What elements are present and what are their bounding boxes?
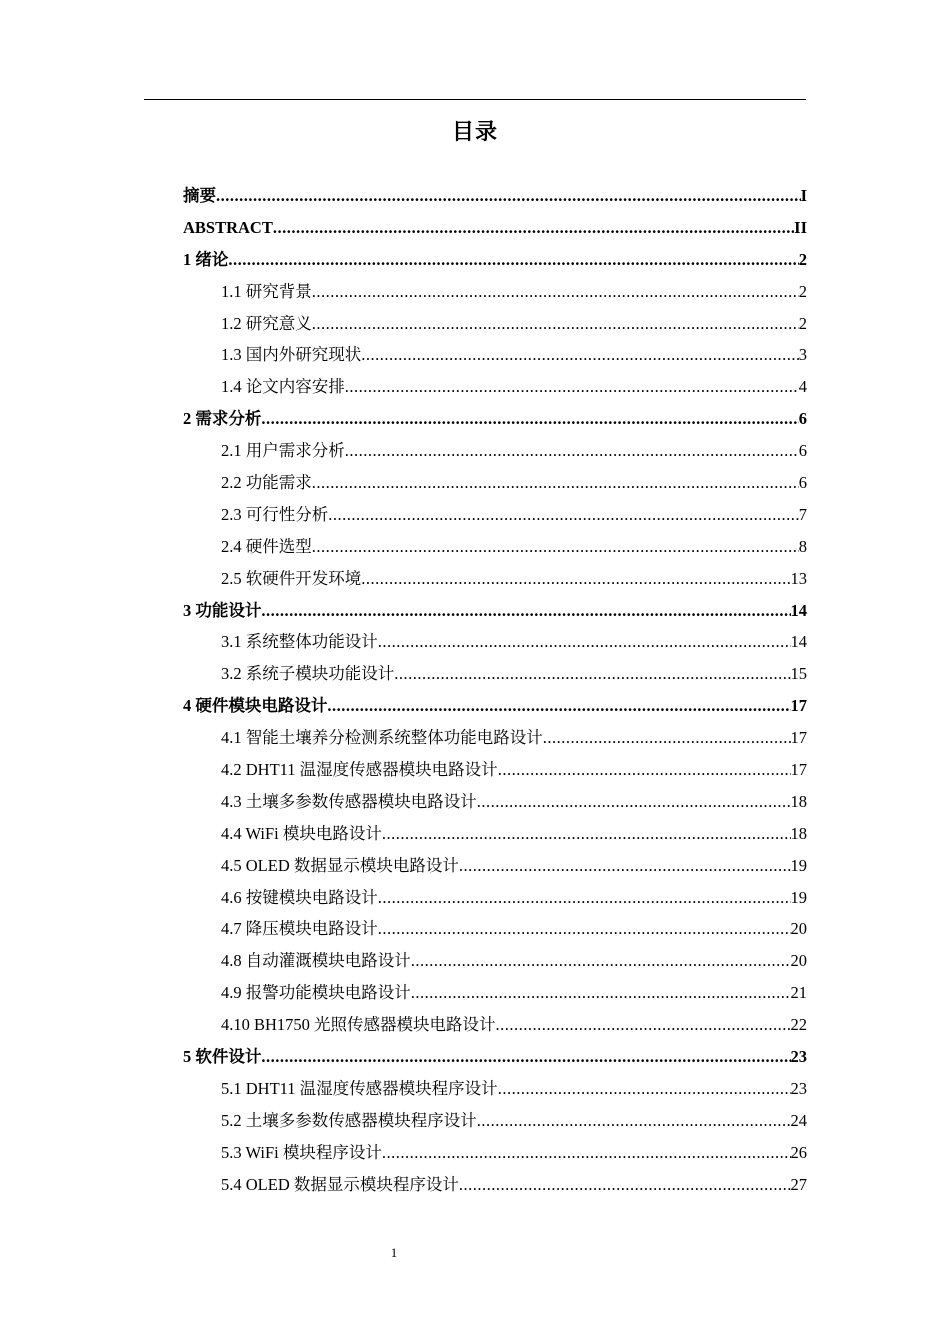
toc-entry-page: 13 [790,568,807,588]
toc-entry[interactable] [183,339,807,371]
toc-entry[interactable] [183,371,807,403]
toc-entry[interactable] [183,467,807,499]
toc-dot-leader [273,212,794,244]
toc-entry[interactable] [183,658,807,690]
toc-entry-label: ABSTRACT [183,217,273,237]
toc-entry-label: 2 需求分析 [183,409,262,429]
toc-entry[interactable] [183,626,807,658]
toc-dot-leader [459,850,791,882]
toc-entry[interactable] [183,1137,807,1169]
toc-entry[interactable] [183,1105,807,1137]
toc-dot-leader [411,977,791,1009]
toc-entry-label: 5.1 DHT11 温湿度传感器模块程序设计 [221,1078,498,1098]
toc-entry[interactable] [183,308,807,340]
toc-entry-label: 1.1 研究背景 [221,281,312,301]
toc-entry-label: 4.8 自动灌溉模块电路设计 [221,951,411,971]
toc-entry-page: 2 [798,249,807,269]
toc-entry[interactable] [183,722,807,754]
toc-entry[interactable] [183,499,807,531]
toc-entry-page: 22 [790,1015,807,1035]
toc-entry-page: 19 [790,855,807,875]
toc-dot-leader [459,1169,791,1201]
toc-entry[interactable] [183,754,807,786]
toc-entry-label: 2.1 用户需求分析 [221,441,345,461]
toc-entry[interactable] [183,1041,807,1073]
toc-entry[interactable] [183,435,807,467]
toc-entry-label: 5.3 WiFi 模块程序设计 [221,1142,382,1162]
toc-entry-label: 4.3 土壤多参数传感器模块电路设计 [221,791,477,811]
toc-entry-label: 4.4 WiFi 模块电路设计 [221,823,382,843]
toc-entry-label: 4.7 降压模块电路设计 [221,919,378,939]
toc-entry-page: 27 [790,1174,807,1194]
toc-entry-page: 23 [790,1078,807,1098]
toc-entry-page: 6 [798,473,807,493]
toc-entry-label: 4.1 智能土壤养分检测系统整体功能电路设计 [221,728,543,748]
toc-dot-leader [228,244,798,276]
toc-entry[interactable] [183,818,807,850]
toc-dot-leader [312,276,799,308]
toc-entry[interactable] [183,563,807,595]
toc-entry-label: 4.9 报警功能模块电路设计 [221,983,411,1003]
page-number: 1 [390,1245,398,1260]
toc-entry-label: 5.2 土壤多参数传感器模块程序设计 [221,1110,477,1130]
toc-entry-page: 4 [798,377,807,397]
toc-dot-leader [312,467,799,499]
toc-entry-page: 2 [798,313,807,333]
toc-dot-leader [378,626,791,658]
toc-dot-leader [496,1009,791,1041]
toc-entry-label: 4 硬件模块电路设计 [183,696,328,716]
toc-entry-page: 20 [790,951,807,971]
toc-dot-leader [378,882,791,914]
toc-entry-page: 6 [798,409,807,429]
toc-dot-leader [361,339,799,371]
toc-dot-leader [411,945,791,977]
toc-dot-leader [498,1073,791,1105]
toc-entry-label: 4.2 DHT11 温湿度传感器模块电路设计 [221,760,498,780]
toc-dot-leader [543,722,791,754]
toc-entry-page: 8 [798,536,807,556]
toc-entry-label: 2.5 软硬件开发环境 [221,568,362,588]
toc-dot-leader [345,435,799,467]
toc-dot-leader [378,913,791,945]
toc-dot-leader [261,403,798,435]
toc-entry[interactable] [183,180,807,212]
toc-entry-page: 23 [790,1047,807,1067]
toc-entry-page: 17 [790,760,807,780]
toc-entry-label: 1.2 研究意义 [221,313,312,333]
toc-dot-leader [477,1105,791,1137]
toc-entry-page: 18 [790,791,807,811]
toc-dot-leader [328,499,799,531]
toc-entry-page: 17 [790,728,807,748]
toc-entry-label: 2.2 功能需求 [221,473,312,493]
toc-entry-label: 5 软件设计 [183,1047,262,1067]
toc-entry[interactable] [183,595,807,627]
toc-entry-page: 20 [790,919,807,939]
toc-entry-label: 1.4 论文内容安排 [221,377,345,397]
toc-dot-leader [382,1137,791,1169]
toc-entry-label: 1.3 国内外研究现状 [221,345,362,365]
toc-entry[interactable] [183,882,807,914]
toc-entry[interactable] [183,1073,807,1105]
toc-entry-page: 19 [790,887,807,907]
toc-entry-page: 6 [798,441,807,461]
toc-entry-page: 17 [790,696,807,716]
toc-entry-page: 14 [790,600,807,620]
toc-dot-leader [327,690,790,722]
toc-entry-page: 3 [798,345,807,365]
toc-entry[interactable] [183,850,807,882]
toc-entry[interactable] [183,403,807,435]
toc-entry-page: 18 [790,823,807,843]
toc-entry[interactable] [183,1169,807,1201]
toc-entry-label: 3.1 系统整体功能设计 [221,632,378,652]
toc-dot-leader [261,595,790,627]
toc-entry[interactable] [183,1009,807,1041]
table-of-contents [183,180,807,1201]
toc-entry-page: 15 [790,664,807,684]
toc-dot-leader [312,531,799,563]
toc-dot-leader [361,563,790,595]
toc-entry[interactable] [183,212,807,244]
toc-entry-page: 24 [790,1110,807,1130]
toc-dot-leader [394,658,790,690]
toc-dot-leader [382,818,791,850]
toc-entry-page: 26 [790,1142,807,1162]
toc-dot-leader [345,371,799,403]
toc-entry[interactable] [183,690,807,722]
toc-entry[interactable] [183,276,807,308]
toc-dot-leader [216,180,801,212]
toc-entry-page: I [800,186,807,205]
toc-entry[interactable] [183,531,807,563]
toc-entry-label: 5.4 OLED 数据显示模块程序设计 [221,1174,459,1194]
toc-entry[interactable] [183,244,807,276]
toc-entry[interactable] [183,913,807,945]
toc-entry-label: 4.6 按键模块电路设计 [221,887,378,907]
toc-entry-label: 3 功能设计 [183,600,262,620]
toc-entry-label: 2.3 可行性分析 [221,504,329,524]
toc-entry-label: 4.10 BH1750 光照传感器模块电路设计 [221,1015,496,1035]
toc-dot-leader [312,308,799,340]
toc-entry-label: 2.4 硬件选型 [221,536,312,556]
toc-entry[interactable] [183,945,807,977]
toc-entry-label: 3.2 系统子模块功能设计 [221,664,395,684]
toc-entry[interactable] [183,786,807,818]
toc-entry[interactable] [183,977,807,1009]
toc-entry-label: 4.5 OLED 数据显示模块电路设计 [221,855,459,875]
toc-dot-leader [498,754,791,786]
toc-entry-label: 摘要 [183,186,216,205]
toc-dot-leader [261,1041,790,1073]
toc-entry-page: 21 [790,983,807,1003]
toc-entry-page: II [794,217,807,237]
toc-dot-leader [477,786,791,818]
toc-entry-page: 14 [790,632,807,652]
page-title: 目录 [451,120,498,145]
toc-entry-page: 7 [798,504,807,524]
toc-entry-label: 1 绪论 [183,249,229,269]
header-rule [144,99,806,100]
toc-entry-page: 2 [798,281,807,301]
